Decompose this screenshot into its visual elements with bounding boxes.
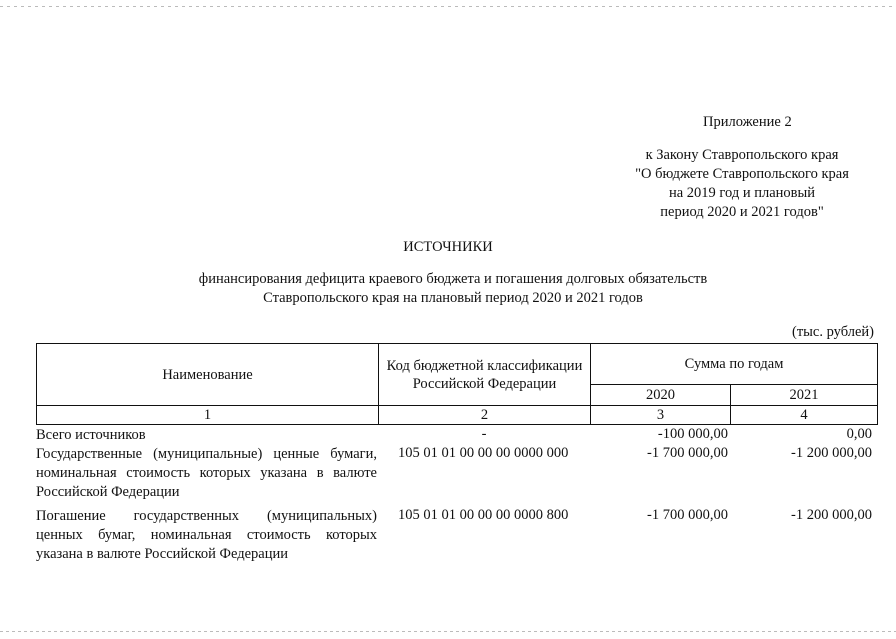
subtitle-line: финансирования дефицита краевого бюджета и погашения долговых обязательств <box>198 271 708 287</box>
row-value-2021: -1 200 000,00 <box>791 507 872 523</box>
row-code: 105 01 01 00 00 00 0000 800 <box>398 507 569 523</box>
document-title: ИСТОЧНИКИ <box>403 239 493 255</box>
column-header-year-2021: 2021 <box>731 385 878 406</box>
column-header-name: Наименование <box>37 344 379 406</box>
table-header <box>36 343 878 425</box>
subtitle-line: Ставропольского края на плановый период 2020 и 2021 годов <box>263 290 643 306</box>
scan-edge-bottom <box>0 631 896 632</box>
column-number: 1 <box>37 406 379 425</box>
law-reference-line: период 2020 и 2021 годов" <box>660 204 824 220</box>
row-value-2020: -1 700 000,00 <box>647 507 728 523</box>
row-value-2020: -1 700 000,00 <box>647 445 728 461</box>
law-reference-line: на 2019 год и плановый <box>668 185 816 201</box>
column-header-code: Код бюджетной классификации Российской Федерации <box>379 344 591 406</box>
column-number: 4 <box>731 406 878 425</box>
row-name: Государственные (муниципальные) ценные бумаги, номинальная стоимость которых указана в валюте Российской Федерации <box>36 446 377 500</box>
column-number: 3 <box>591 406 731 425</box>
law-reference <box>610 146 874 222</box>
column-number: 2 <box>379 406 591 425</box>
row-name: Погашение государственных (муниципальных) ценных бумаг, номинальная стоимость которых указана в валюте Российской Федерации <box>36 508 377 562</box>
law-reference-line: "О бюджете Ставропольского края <box>635 166 849 182</box>
row-value-2021: 0,00 <box>846 426 872 442</box>
table-row <box>36 426 877 445</box>
row-name: Всего источников <box>36 427 146 443</box>
column-header-year-2020: 2020 <box>591 385 731 406</box>
table-row <box>36 507 877 567</box>
scan-edge-top <box>0 6 896 7</box>
row-value-2020: -100 000,00 <box>657 426 728 442</box>
row-code: - <box>481 426 487 442</box>
law-reference-line: к Закону Ставропольского края <box>645 147 839 163</box>
appendix-label: Приложение 2 <box>703 114 792 130</box>
units-label: (тыс. рублей) <box>792 324 874 340</box>
row-value-2021: -1 200 000,00 <box>791 445 872 461</box>
column-header-sum: Сумма по годам <box>591 344 878 385</box>
table-body <box>36 426 877 567</box>
document-subtitle <box>0 270 896 308</box>
row-code: 105 01 01 00 00 00 0000 000 <box>398 445 569 461</box>
table-row <box>36 445 877 507</box>
